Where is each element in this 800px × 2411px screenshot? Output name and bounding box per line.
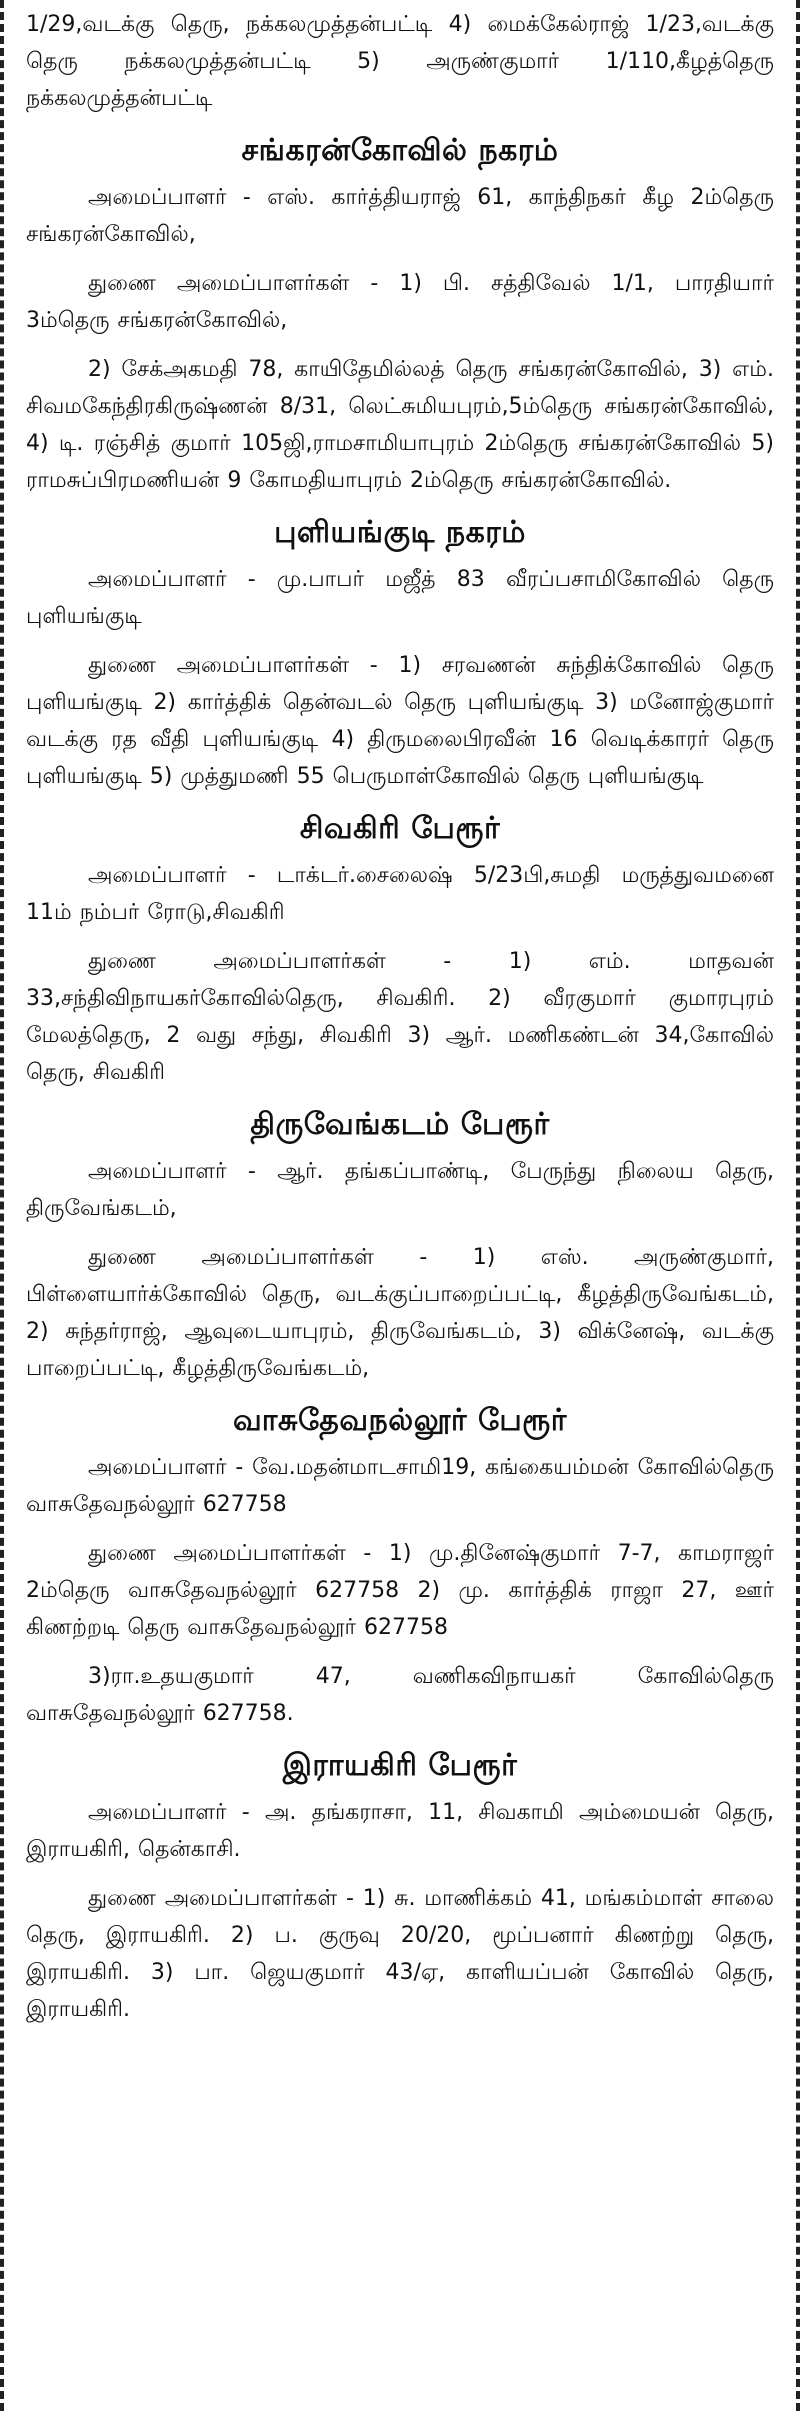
section-rayagiri xyxy=(26,1746,774,2028)
organizer-paragraph: அமைப்பாளர் - வே.மதன்மாடசாமி19, கங்கையம்மன் கோவில்தெரு வாசுதேவநல்லூர் 627758 xyxy=(26,1455,774,1517)
section-vasudevanallur xyxy=(26,1401,774,1732)
section-heading: திருவேங்கடம் பேரூர் xyxy=(250,1107,550,1142)
organizer-paragraph: அமைப்பாளர் - டாக்டர்.சைலைஷ் 5/23பி,சுமதி மருத்துவமனை 11ம் நம்பர் ரோடு,சிவகிரி xyxy=(26,863,774,925)
deputy-organizers-paragraph: 2) சேக்அகமதி 78, காயிதேமில்லத் தெரு சங்கரன்கோவில், 3) எம். சிவமகேந்திரகிருஷ்ணன் 8/31, லெட்சுமியபுரம்,5ம்தெரு சங்கரன்கோவில், 4) டி. ரஞ்சித் குமார் 105ஜி,ராமசாமியாபுரம் 2ம்தெரு சங்கரன்கோவில் 5) ராமசுப்பிரமணியன் 9 கோமதியாபுரம் 2ம்தெரு சங்கரன்கோவில். xyxy=(26,357,774,493)
section-heading: சிவகிரி பேரூர் xyxy=(299,811,501,846)
deputy-organizers-paragraph: 3)ரா.உதயகுமார் 47, வணிகவிநாயகர் கோவில்தெரு வாசுதேவநல்லூர் 627758. xyxy=(26,1664,774,1726)
section-heading: வாசுதேவநல்லூர் பேரூர் xyxy=(233,1403,567,1438)
deputy-organizers-paragraph: துணை அமைப்பாளர்கள் - 1) பி. சத்திவேல் 1/1, பாரதியார் 3ம்தெரு சங்கரன்கோவில், xyxy=(26,271,774,333)
section-heading: சங்கரன்கோவில் நகரம் xyxy=(241,133,559,168)
intro-paragraph: 1/29,வடக்கு தெரு, நக்கலமுத்தன்பட்டி 4) மைக்கேல்ராஜ் 1/23,வடக்கு தெரு நக்கலமுத்தன்பட்டி 5) அருண்குமார் 1/110,கீழத்தெரு நக்கலமுத்தன்பட்டி xyxy=(26,12,774,111)
deputy-organizers-paragraph: துணை அமைப்பாளர்கள் - 1) எஸ். அருண்குமார், பிள்ளையார்க்கோவில் தெரு, வடக்குப்பாறைப்பட்டி, கீழத்திருவேங்கடம், 2) சுந்தர்ராஜ், ஆவுடையாபுரம், திருவேங்கடம், 3) விக்னேஷ், வடக்கு பாறைப்பட்டி, கீழத்திருவேங்கடம், xyxy=(26,1245,774,1381)
organizer-paragraph: அமைப்பாளர் - அ. தங்கராசா, 11, சிவகாமி அம்மையன் தெரு, இராயகிரி, தென்காசி. xyxy=(26,1800,774,1862)
organizer-paragraph: அமைப்பாளர் - எஸ். கார்த்தியராஜ் 61, காந்திநகர் கீழ 2ம்தெரு சங்கரன்கோவில், xyxy=(26,185,774,247)
section-sivagiri xyxy=(26,809,774,1091)
section-puliyangudi xyxy=(26,513,774,795)
deputy-organizers-paragraph: துணை அமைப்பாளர்கள் - 1) மு.தினேஷ்குமார் 7-7, காமராஜர் 2ம்தெரு வாசுதேவநல்லூர் 627758 2) மு. கார்த்திக் ராஜா 27, ஊர் கிணற்றடி தெரு வாசுதேவநல்லூர் 627758 xyxy=(26,1541,774,1640)
deputy-organizers-paragraph: துணை அமைப்பாளர்கள் - 1) எம். மாதவன் 33,சந்திவிநாயகர்கோவில்தெரு, சிவகிரி. 2) வீரகுமார் குமாரபுரம் மேலத்தெரு, 2 வது சந்து, சிவகிரி 3) ஆர். மணிகண்டன் 34,கோவில் தெரு, சிவகிரி xyxy=(26,949,774,1085)
section-heading: இராயகிரி பேரூர் xyxy=(282,1748,518,1783)
section-sankarankovil xyxy=(26,131,774,499)
deputy-organizers-paragraph: துணை அமைப்பாளர்கள் - 1) சரவணன் சுந்திக்கோவில் தெரு புளியங்குடி 2) கார்த்திக் தென்வடல் தெரு புளியங்குடி 3) மனோஜ்குமார் வடக்கு ரத வீதி புளியங்குடி 4) திருமலைபிரவீன் 16 வெடிக்காரர் தெரு புளியங்குடி 5) முத்துமணி 55 பெருமாள்கோவில் தெரு புளியங்குடி xyxy=(26,653,774,789)
section-heading: புளியங்குடி நகரம் xyxy=(274,515,526,550)
section-thiruvengadam xyxy=(26,1105,774,1387)
deputy-organizers-paragraph: துணை அமைப்பாளர்கள் - 1) சு. மாணிக்கம் 41, மங்கம்மாள் சாலை தெரு, இராயகிரி. 2) ப. குருவு 20/20, மூப்பனார் கிணற்று தெரு, இராயகிரி. 3) பா. ஜெயகுமார் 43/ஏ, காளியப்பன் கோவில் தெரு, இராயகிரி. xyxy=(26,1886,774,2022)
organizer-paragraph: அமைப்பாளர் - ஆர். தங்கப்பாண்டி, பேருந்து நிலைய தெரு, திருவேங்கடம், xyxy=(26,1159,774,1221)
organizer-paragraph: அமைப்பாளர் - மு.பாபர் மஜீத் 83 வீரப்பசாமிகோவில் தெரு புளியங்குடி xyxy=(26,567,774,629)
